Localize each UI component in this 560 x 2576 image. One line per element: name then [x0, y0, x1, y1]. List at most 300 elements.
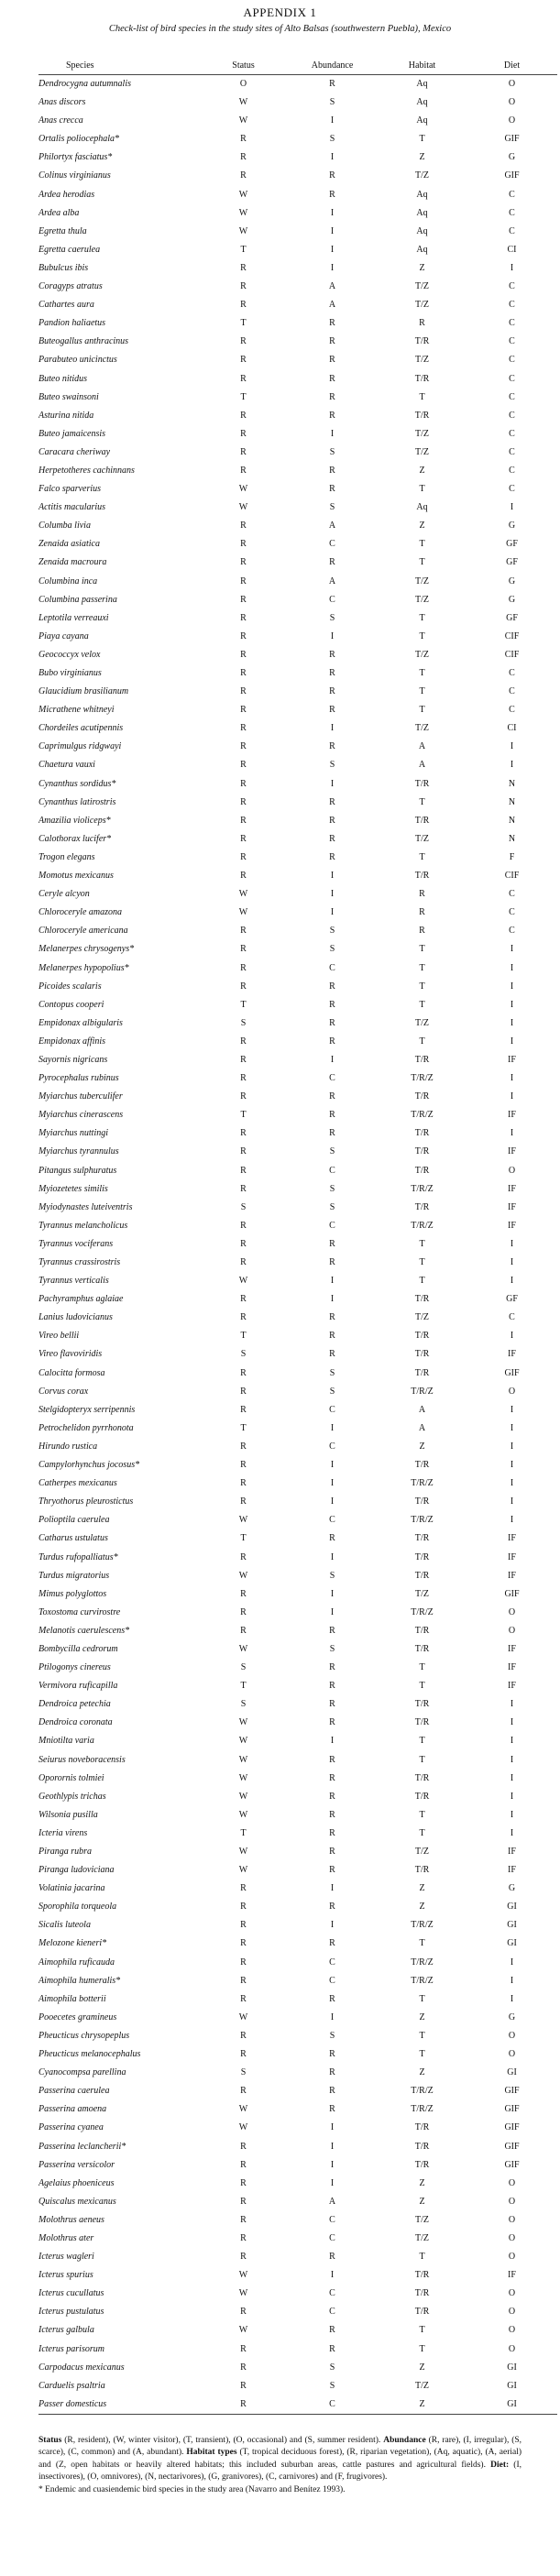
legend-abundance-label: Abundance: [383, 2435, 426, 2445]
cell-species: Stelgidopteryx serripennis: [38, 1404, 136, 1415]
cell-habitat: T/R: [414, 1367, 430, 1378]
cell-diet: IF: [508, 1551, 516, 1562]
cell-diet: O: [508, 115, 516, 126]
cell-diet: I: [510, 1460, 514, 1471]
cell-species: Myiarchus tuberculifer: [38, 1091, 123, 1102]
cell-abundance: I: [330, 1588, 335, 1599]
cell-species: Anas crecca: [38, 115, 83, 126]
table-row: [38, 1401, 557, 1420]
cell-habitat: T/R: [414, 1791, 430, 1802]
cell-abundance: I: [330, 1883, 335, 1894]
table-row: [38, 591, 557, 609]
cell-habitat: T: [419, 962, 425, 973]
cell-habitat: T/R/Z: [411, 1957, 434, 1968]
cell-habitat: Z: [419, 2177, 425, 2188]
cell-species: Passerina amoena: [38, 2104, 107, 2115]
cell-status: W: [238, 1772, 248, 1783]
cell-species: Toxostoma curvirostre: [38, 1606, 121, 1617]
cell-diet: O: [508, 2325, 516, 2336]
table-row: [38, 885, 557, 904]
cell-diet: I: [510, 981, 514, 992]
cell-status: R: [240, 1054, 247, 1065]
cell-habitat: T/R/Z: [411, 1975, 434, 1986]
cell-habitat: T/R/Z: [411, 1478, 434, 1489]
cell-species: Tyrannus verticalis: [38, 1276, 109, 1287]
legend-habitat-label: Habitat types: [186, 2448, 237, 2458]
table-row: [38, 1290, 557, 1309]
cell-habitat: T/R/Z: [411, 2104, 434, 2115]
table-row: [38, 1843, 557, 1861]
table-row: [38, 1254, 557, 1272]
cell-abundance: I: [330, 2011, 335, 2022]
cell-habitat: T/R/Z: [411, 1073, 434, 1084]
cell-habitat: T: [419, 1681, 425, 1692]
cell-abundance: R: [329, 1257, 335, 1267]
cell-abundance: R: [329, 2049, 335, 2060]
cell-habitat: T: [419, 999, 425, 1010]
cell-habitat: T: [419, 2049, 425, 2060]
legend-diet-text: (I, insectivores), (O, omnivores), (N, nectarivores), (G, granivores), (C, carnivores) and (F, frugivores).: [38, 2460, 522, 2483]
cell-diet: C: [509, 907, 515, 918]
table-row: [38, 1272, 557, 1290]
cell-status: R: [240, 1606, 247, 1617]
cell-status: R: [240, 1091, 247, 1102]
cell-habitat: T: [419, 851, 425, 862]
cell-habitat: T/Z: [415, 446, 429, 457]
cell-habitat: T/Z: [415, 281, 429, 292]
cell-habitat: R: [419, 318, 425, 329]
cell-species: Leptotila verreauxi: [38, 612, 109, 623]
table-row: [38, 1199, 557, 1217]
cell-abundance: A: [328, 575, 336, 586]
cell-species: Dendroica coronata: [38, 1717, 113, 1728]
cell-species: Turdus migratorius: [38, 1570, 110, 1581]
table-row: [38, 738, 557, 756]
cell-diet: IF: [508, 1643, 516, 1654]
cell-diet: IF: [508, 2270, 516, 2281]
cell-abundance: I: [330, 1460, 335, 1471]
cell-abundance: I: [330, 1736, 335, 1747]
table-row: [38, 2119, 557, 2137]
cell-status: R: [240, 2141, 247, 2152]
table-row: [38, 849, 557, 867]
cell-abundance: S: [329, 1386, 335, 1397]
table-row: [38, 996, 557, 1014]
cell-habitat: Z: [419, 2362, 425, 2373]
cell-abundance: S: [329, 1643, 335, 1654]
table-row: [38, 1106, 557, 1124]
cell-status: R: [240, 2030, 247, 2041]
cell-abundance: R: [329, 668, 335, 678]
cell-diet: GIF: [504, 1367, 520, 1378]
table-row: [38, 1033, 557, 1051]
cell-abundance: I: [330, 630, 335, 641]
cell-habitat: Z: [419, 1441, 425, 1452]
table-row: [38, 535, 557, 554]
table-row: [38, 278, 557, 296]
cell-abundance: R: [329, 2067, 335, 2078]
cell-habitat: T/R: [414, 1091, 430, 1102]
cell-status: R: [240, 871, 247, 882]
cell-species: Geococcyx velox: [38, 649, 101, 660]
table-row: [38, 223, 557, 241]
cell-status: T: [240, 1110, 247, 1121]
cell-diet: I: [510, 999, 514, 1010]
cell-habitat: T/Z: [415, 649, 429, 660]
cell-habitat: T/Z: [415, 723, 429, 734]
cell-diet: CIF: [504, 630, 520, 641]
table-row: [38, 1622, 557, 1640]
cell-diet: C: [509, 1312, 515, 1323]
cell-species: Amazilia violiceps*: [38, 815, 111, 826]
table-row: [38, 940, 557, 959]
table-row: [38, 1659, 557, 1677]
cell-abundance: C: [329, 1073, 335, 1084]
cell-species: Catherpes mexicanus: [38, 1478, 117, 1489]
cell-species: Wilsonia pusilla: [38, 1809, 98, 1820]
table-row: [38, 1990, 557, 2009]
cell-status: R: [240, 134, 247, 145]
cell-status: W: [238, 1865, 248, 1876]
cell-status: W: [238, 2325, 248, 2336]
table-row: [38, 480, 557, 499]
cell-habitat: T/R: [414, 1865, 430, 1876]
cell-abundance: R: [329, 833, 335, 844]
cell-status: R: [240, 336, 247, 347]
cell-status: W: [238, 1276, 248, 1287]
table-row: [38, 370, 557, 389]
cell-species: Seiurus noveboracensis: [38, 1754, 126, 1765]
cell-status: R: [240, 686, 247, 697]
cell-diet: N: [508, 815, 516, 826]
cell-species: Chloroceryle amazona: [38, 907, 123, 918]
cell-diet: GIF: [504, 170, 520, 181]
cell-abundance: C: [329, 1441, 335, 1452]
cell-habitat: T/R: [414, 1533, 430, 1544]
table-row: [38, 609, 557, 628]
table-row: [38, 2211, 557, 2230]
cell-abundance: R: [329, 981, 335, 992]
cell-abundance: R: [329, 1791, 335, 1802]
cell-diet: C: [509, 428, 515, 439]
cell-habitat: T/R: [414, 1643, 430, 1654]
cell-diet: O: [508, 2196, 516, 2207]
cell-diet: I: [510, 1331, 514, 1342]
cell-status: R: [240, 446, 247, 457]
cell-habitat: T/R: [414, 815, 430, 826]
cell-abundance: S: [329, 612, 335, 623]
cell-abundance: S: [329, 1146, 335, 1157]
column-header-status: Status: [200, 49, 287, 75]
table-row: [38, 2303, 557, 2321]
cell-abundance: R: [329, 355, 335, 366]
cell-abundance: S: [329, 1201, 335, 1212]
table-row: [38, 1180, 557, 1199]
cell-abundance: S: [329, 1183, 335, 1194]
cell-diet: CI: [507, 723, 517, 734]
table-row: [38, 499, 557, 517]
cell-habitat: T/R: [414, 2288, 430, 2299]
cell-species: Parabuteo unicinctus: [38, 355, 117, 366]
cell-species: Colinus virginianus: [38, 170, 111, 181]
cell-abundance: R: [329, 557, 335, 568]
cell-species: Geothlypis trichas: [38, 1791, 106, 1802]
cell-abundance: R: [329, 484, 335, 495]
cell-habitat: T: [419, 1736, 425, 1747]
cell-diet: GIF: [504, 2122, 520, 2133]
cell-species: Ortalis poliocephala*: [38, 134, 120, 145]
cell-status: R: [240, 1165, 247, 1176]
cell-diet: C: [509, 465, 515, 476]
table-row: [38, 2082, 557, 2100]
cell-status: W: [238, 2104, 248, 2115]
cell-habitat: T/Z: [415, 1588, 429, 1599]
cell-habitat: T/R: [414, 778, 430, 789]
cell-abundance: I: [330, 428, 335, 439]
cell-abundance: R: [329, 1938, 335, 1949]
cell-species: Pooecetes gramineus: [38, 2011, 117, 2022]
appendix-heading: APPENDIX 1: [243, 5, 317, 19]
cell-diet: GIF: [504, 2159, 520, 2170]
cell-species: Passer domesticus: [38, 2395, 200, 2415]
cell-abundance: R: [329, 1533, 335, 1544]
cell-abundance: R: [329, 1110, 335, 1121]
cell-habitat: T/R: [414, 1551, 430, 1562]
cell-diet: I: [510, 1257, 514, 1267]
cell-species: Empidonax affinis: [38, 1036, 106, 1047]
cell-abundance: R: [329, 2343, 335, 2354]
cell-status: W: [238, 2288, 248, 2299]
cell-habitat: T: [419, 1036, 425, 1047]
cell-abundance: I: [330, 1422, 335, 1433]
cell-species: Melozone kieneri*: [38, 1938, 107, 1949]
cell-species: Columbina passerina: [38, 594, 117, 605]
cell-status: R: [240, 1478, 247, 1489]
cell-status: W: [238, 484, 248, 495]
cell-species: Trogon elegans: [38, 851, 95, 862]
cell-abundance: R: [329, 170, 335, 181]
cell-species: Icterus parisorum: [38, 2343, 104, 2354]
table-row: [38, 389, 557, 407]
table-row: [38, 794, 557, 812]
cell-species: Myiozetetes similis: [38, 1183, 108, 1194]
cell-habitat: T/R: [414, 2122, 430, 2133]
table-row: [38, 867, 557, 885]
cell-diet: C: [509, 300, 515, 311]
cell-diet: O: [508, 2232, 516, 2243]
cell-habitat: T: [419, 484, 425, 495]
cell-diet: GIF: [504, 134, 520, 145]
table-row: [38, 2156, 557, 2175]
cell-status: R: [240, 1257, 247, 1267]
table-row: [38, 2193, 557, 2211]
cell-habitat: T: [419, 705, 425, 716]
cell-diet: C: [509, 355, 515, 366]
cell-status: W: [238, 1736, 248, 1747]
cell-status: R: [240, 1146, 247, 1157]
cell-species: Tyrannus vociferans: [38, 1238, 114, 1249]
cell-status: T: [240, 1681, 247, 1692]
cell-abundance: R: [329, 336, 335, 347]
cell-species: Philortyx fasciatus*: [38, 152, 113, 163]
cell-habitat: T/R: [414, 1496, 430, 1507]
table-row: [38, 1751, 557, 1770]
cell-abundance: I: [330, 871, 335, 882]
cell-species: Chaetura vauxi: [38, 760, 95, 771]
cell-status: R: [240, 1496, 247, 1507]
cell-habitat: T: [419, 981, 425, 992]
cell-diet: G: [508, 1883, 516, 1894]
cell-species: Asturina nitida: [38, 410, 94, 421]
cell-habitat: T: [419, 944, 425, 955]
cell-habitat: T/R: [414, 2270, 430, 2281]
cell-status: W: [238, 207, 248, 218]
cell-status: R: [240, 944, 247, 955]
cell-abundance: S: [329, 1367, 335, 1378]
cell-status: R: [240, 2159, 247, 2170]
cell-species: Icterus pustulatus: [38, 2307, 104, 2318]
cell-abundance: I: [330, 244, 335, 255]
cell-abundance: I: [330, 1920, 335, 1931]
cell-diet: GIF: [504, 2104, 520, 2115]
table-row: [38, 1972, 557, 1990]
cell-status: O: [239, 79, 247, 89]
table-row: [38, 241, 557, 259]
cell-diet: O: [508, 2049, 516, 2060]
cell-diet: I: [510, 1404, 514, 1415]
cell-habitat: T/Z: [415, 1847, 429, 1857]
cell-habitat: T/R: [414, 1349, 430, 1360]
table-row: [38, 2266, 557, 2285]
table-row: [38, 1585, 557, 1604]
cell-abundance: C: [329, 539, 335, 550]
cell-species: Bubo virginianus: [38, 668, 102, 678]
cell-diet: C: [509, 484, 515, 495]
cell-abundance: A: [328, 2196, 336, 2207]
cell-habitat: A: [418, 1404, 426, 1415]
cell-abundance: R: [329, 391, 335, 402]
cell-habitat: T/R/Z: [411, 1515, 434, 1526]
cell-species: Cyanocompsa parellina: [38, 2067, 126, 2078]
cell-status: T: [240, 1331, 247, 1342]
table-row: [38, 186, 557, 204]
cell-abundance: I: [330, 2177, 335, 2188]
cell-abundance: S: [329, 1570, 335, 1581]
cell-abundance: A: [328, 281, 336, 292]
table-row: [38, 148, 557, 167]
legend-habitat-text: (T, tropical deciduous forest), (R, riparian vegetation), (Aq, aquatic), (A, aerial) and (Z, open habitats or heavily altered habitats; this included suburban areas, cattle pastures and agricultural fields).: [38, 2448, 522, 2470]
cell-status: R: [240, 668, 247, 678]
cell-habitat: T: [419, 539, 425, 550]
cell-status: T: [240, 999, 247, 1010]
cell-abundance: R: [329, 1993, 335, 2004]
cell-habitat: T: [419, 1238, 425, 1249]
cell-diet: GI: [507, 1902, 517, 1913]
table-row: [38, 1567, 557, 1585]
cell-diet: CIF: [504, 649, 520, 660]
table-row: [38, 2321, 557, 2340]
cell-habitat: T: [419, 391, 425, 402]
cell-abundance: I: [330, 2122, 335, 2133]
cell-diet: I: [510, 1441, 514, 1452]
cell-habitat: T/R/Z: [411, 1220, 434, 1231]
cell-status: R: [240, 152, 247, 163]
cell-abundance: R: [329, 2252, 335, 2263]
cell-abundance: C: [329, 1404, 335, 1415]
cell-species: Cathartes aura: [38, 300, 94, 311]
cell-status: R: [240, 1993, 247, 2004]
cell-abundance: R: [329, 999, 335, 1010]
cell-species: Icterus wagleri: [38, 2252, 94, 2263]
cell-habitat: T/R/Z: [411, 1606, 434, 1617]
cell-species: Corvus corax: [38, 1386, 89, 1397]
table-row: [38, 775, 557, 794]
cell-abundance: R: [329, 1091, 335, 1102]
cell-species: Aimophila ruficauda: [38, 1957, 115, 1968]
cell-habitat: T/R: [414, 1625, 430, 1636]
cell-status: R: [240, 760, 247, 771]
cell-abundance: R: [329, 796, 335, 807]
cell-status: R: [240, 2252, 247, 2263]
cell-abundance: R: [329, 1662, 335, 1673]
cell-species: Aimophila botterii: [38, 1993, 106, 2004]
table-row: [38, 922, 557, 940]
cell-diet: IF: [508, 1183, 516, 1194]
cell-species: Columba livia: [38, 521, 91, 532]
cell-status: R: [240, 851, 247, 862]
cell-habitat: Aq: [416, 79, 428, 89]
cell-species: Myiarchus tyrannulus: [38, 1146, 119, 1157]
table-row: [38, 683, 557, 701]
cell-diet: GIF: [504, 2086, 520, 2097]
table-row: [38, 554, 557, 572]
cell-status: R: [240, 1957, 247, 1968]
cell-diet: CIF: [504, 871, 520, 882]
cell-species: Melanotis caerulescens*: [38, 1625, 130, 1636]
cell-status: R: [240, 575, 247, 586]
table-row: [38, 425, 557, 444]
cell-habitat: T: [419, 686, 425, 697]
cell-abundance: R: [329, 1238, 335, 1249]
cell-abundance: I: [330, 2159, 335, 2170]
cell-species: Passerina leclancherii*: [38, 2141, 126, 2152]
cell-abundance: S: [329, 2362, 335, 2373]
table-row: [38, 2340, 557, 2359]
cell-status: R: [240, 1367, 247, 1378]
cell-species: Carpodacus mexicanus: [38, 2362, 125, 2373]
cell-habitat: A: [418, 760, 426, 771]
cell-habitat: T: [419, 1809, 425, 1820]
cell-status: R: [240, 1386, 247, 1397]
cell-status: R: [240, 2380, 247, 2391]
cell-diet: IF: [508, 1662, 516, 1673]
cell-habitat: Z: [419, 262, 425, 273]
cell-diet: GI: [507, 2067, 517, 2078]
cell-abundance: A: [328, 300, 336, 311]
cell-habitat: T/R: [414, 1331, 430, 1342]
cell-abundance: R: [329, 649, 335, 660]
cell-habitat: T/Z: [415, 2214, 429, 2225]
table-row: [38, 701, 557, 719]
cell-abundance: S: [329, 2380, 335, 2391]
cell-abundance: I: [330, 1054, 335, 1065]
cell-diet: I: [510, 1036, 514, 1047]
table-row: [38, 1162, 557, 1180]
cell-diet: I: [510, 1422, 514, 1433]
cell-abundance: C: [329, 2288, 335, 2299]
cell-species: Zenaida asiatica: [38, 539, 100, 550]
cell-diet: I: [510, 1975, 514, 1986]
